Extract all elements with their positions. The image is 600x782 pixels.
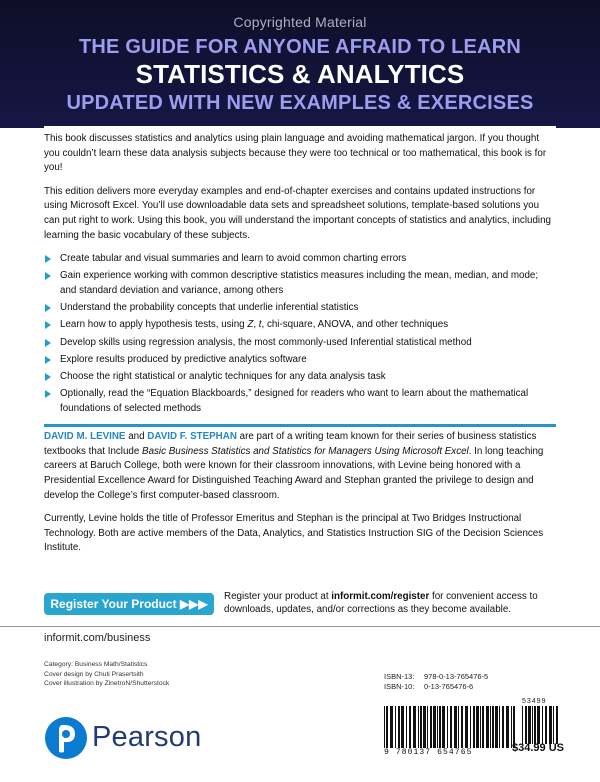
header-banner — [0, 0, 600, 128]
pearson-wordmark: Pearson — [92, 721, 202, 753]
author-name-1: DAVID M. LEVINE — [44, 431, 126, 443]
author-bio-text: are part of a writing team known for their series of business statistics textbooks that Include — [44, 431, 537, 457]
barcode-digits: 9 780137 654765 — [384, 748, 473, 757]
header-line-1: THE GUIDE FOR ANYONE AFRAID TO LEARN — [78, 36, 522, 58]
header-line-3: UPDATED WITH NEW EXAMPLES & EXERCISES — [66, 92, 534, 114]
list-item — [44, 336, 556, 351]
triangle-bullet-icon — [45, 321, 51, 329]
footer-divider — [0, 626, 600, 627]
triangle-bullet-icon — [45, 356, 51, 364]
isbn10-value: 0-13-765476-6 — [424, 682, 474, 691]
triangle-bullet-icon — [45, 304, 51, 312]
register-text — [224, 590, 564, 616]
cover-illustration-credit: Cover illustration by ZinetroN/Shutterstock — [44, 680, 170, 687]
list-item — [44, 387, 556, 416]
list-item-text: Understand the probability concepts that underlie inferential statistics — [60, 302, 359, 314]
list-item — [44, 353, 556, 368]
register-text-part: for convenient access to downloads, updates, and/or corrections as they become available. — [224, 591, 538, 615]
z-test-symbol: Z — [247, 319, 254, 331]
list-item-text: Learn how to apply hypothesis tests, using — [60, 319, 248, 331]
header-title: STATISTICS & ANALYTICS — [135, 59, 465, 89]
isbn13-label: ISBN-13: — [384, 672, 415, 681]
intro-paragraph-2: This edition delivers more everyday examples and end-of-chapter exercises and contains updated instructions for using Microsoft Excel. You’ll use downloadable data sets and spreadsheet solutions, template-based solutions you can put right to work. Using this book, you will understand the important concepts of statistics and analytics, including learning the basic vocabulary of these subjects. — [44, 185, 551, 241]
list-item-text: Optionally, read the “Equation Blackboards,” designed for readers who want to learn about the mathematical foundations of selected methods — [60, 388, 529, 414]
isbn10-label: ISBN-10: — [384, 682, 415, 691]
author-bio — [44, 430, 556, 503]
barcode-icon — [384, 706, 516, 748]
list-item-text: , chi-square, ANOVA, and other techniques — [261, 319, 449, 331]
book-titles: Basic Business Statistics and Statistics for Managers Using Microsoft Excel — [142, 445, 469, 457]
isbn-block — [384, 672, 488, 692]
list-item-text: Develop skills using regression analysis, the most commonly-used Inferential statistical method — [60, 336, 472, 348]
triangle-bullet-icon — [45, 390, 51, 398]
author-bio-text: . In long teaching careers at Baruch College, both were known for their classroom innovations, with Levine being honored with a Presidential Excellence Award for Distinguished Teaching Award and Stephan granted the privilege to design and develop the College’s first computer-based classroom. — [44, 445, 544, 501]
list-item — [44, 301, 556, 316]
list-item — [44, 370, 556, 385]
triangle-bullet-icon — [45, 255, 51, 263]
list-item — [44, 318, 556, 333]
list-item — [44, 269, 556, 298]
watermark: Copyrighted Material — [233, 14, 367, 30]
t-test-symbol: t — [258, 319, 262, 331]
triangle-bullet-icon — [45, 339, 51, 347]
supplement-digits: 53499 — [522, 698, 547, 705]
pearson-p-icon — [44, 712, 88, 764]
feature-list — [44, 252, 556, 416]
author-conjunction: and — [125, 431, 148, 443]
register-text-part: Register your product at — [224, 591, 332, 602]
barcode-supplement-icon — [522, 706, 560, 744]
section-divider — [44, 424, 556, 427]
isbn13-value: 978-0-13-765476-5 — [424, 672, 489, 681]
intro-paragraph-1: This book discusses statistics and analytics using plain language and avoiding mathematical jargon. If you thought you couldn’t learn these data analysis subjects because they were too technical or too mathematical, this book is for you! — [44, 133, 547, 174]
triangle-bullet-icon — [45, 373, 51, 381]
register-link[interactable]: informit.com/register — [331, 591, 430, 602]
informit-site-link[interactable]: informit.com/business — [44, 632, 151, 644]
triangle-bullet-icon — [45, 272, 51, 280]
cover-credits — [44, 660, 169, 689]
cover-design-credit: Cover design by Chuti Prasertsith — [44, 670, 144, 678]
list-item — [44, 252, 556, 267]
register-section — [44, 589, 556, 623]
list-item-text: Explore results produced by predictive analytics software — [60, 353, 307, 365]
description — [44, 126, 556, 626]
author-name-2: DAVID F. STEPHAN — [147, 431, 237, 443]
author-current-roles: Currently, Levine holds the title of Professor Emeritus and Stephan is the principal at Two Bridges Instructional Technology. Both are active members of the Data, Analytics, and Statistics Instruction SIG of the Decision Sciences Institute. — [44, 513, 544, 554]
register-product-button[interactable]: Register Your Product ▶▶▶ — [44, 593, 214, 615]
list-item-text: Create tabular and visual summaries and learn to avoid common charting errors — [60, 253, 407, 265]
list-item-text: Choose the right statistical or analytic techniques for any data analysis task — [60, 370, 386, 382]
price-label: $34.99 US — [512, 742, 564, 754]
list-item-separator: , — [253, 319, 259, 331]
list-item-text: Gain experience working with common descriptive statistics measures including the mean, median, and mode; and standard deviation and variance, among others — [60, 270, 539, 296]
category-label: Category: Business Math/Statistics — [44, 661, 148, 668]
pearson-logo — [44, 712, 204, 764]
